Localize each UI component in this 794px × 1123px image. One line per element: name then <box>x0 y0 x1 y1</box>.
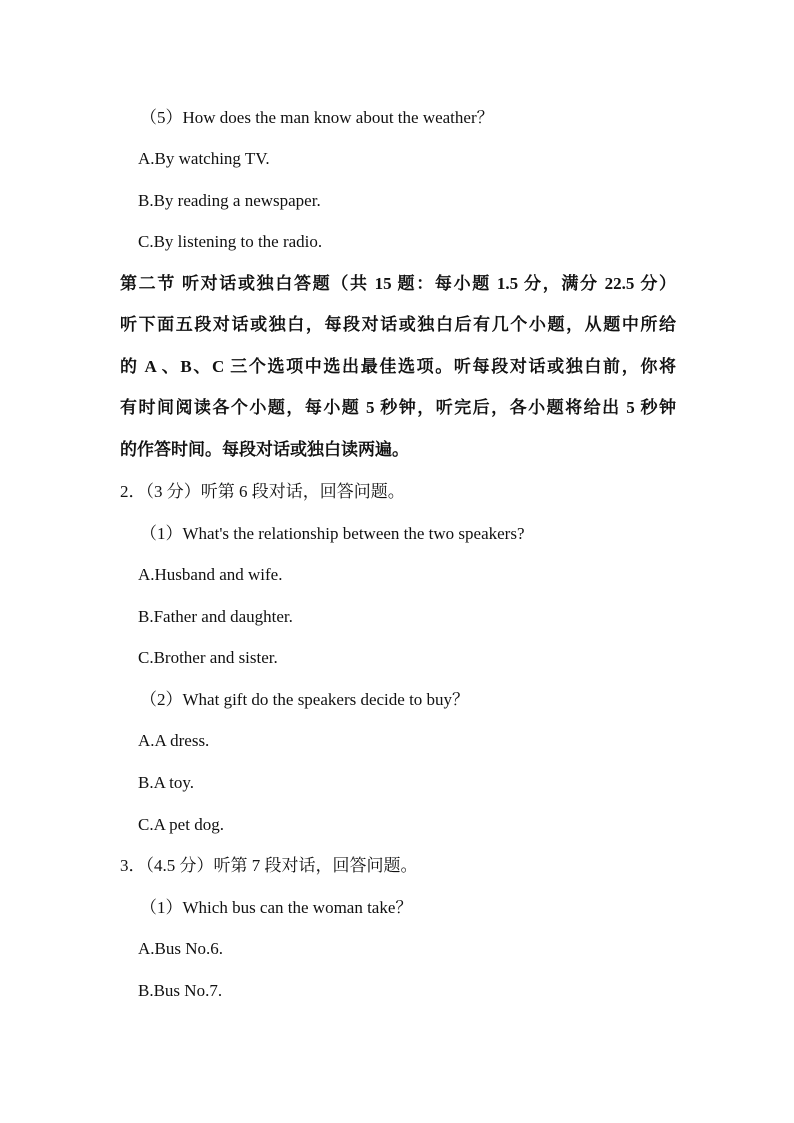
option-c: C.Brother and sister. <box>138 648 278 667</box>
section-title: 第二节 听对话或独白答题（共 15 题：每小题 1.5 分，满分 22.5 分） <box>120 274 676 293</box>
option-c: C.A pet dog. <box>138 815 224 834</box>
question-prompt: （1）What's the relationship between the two speakers? <box>140 524 525 543</box>
question-prompt: （1）Which bus can the woman take？ <box>140 898 413 917</box>
section-instructions-line: 的作答时间。每段对话或独白读两遍。 <box>120 440 409 459</box>
option-a: A.Husband and wife. <box>138 565 283 584</box>
option-b: B.A toy. <box>138 773 195 792</box>
option-a: A.Bus No.6. <box>138 939 224 958</box>
option-b: B.Bus No.7. <box>138 981 223 1000</box>
section-instructions-line: 听下面五段对话或独白，每段对话或独白后有几个小题，从题中所给 <box>120 315 676 334</box>
option-b: B.By reading a newspaper. <box>138 191 321 210</box>
section-instructions-line: 有时间阅读各个小题，每小题 5 秒钟，听完后，各小题将给出 5 秒钟 <box>120 398 676 417</box>
option-c: C.By listening to the radio. <box>138 232 323 251</box>
question-prompt: （5）How does the man know about the weather？ <box>140 108 494 127</box>
option-a: A.By watching TV. <box>138 149 270 168</box>
question-prompt: （2）What gift do the speakers decide to buy？ <box>140 690 470 709</box>
question-heading: 3．（4.5 分）听第 7 段对话，回答问题。 <box>120 856 418 875</box>
option-b: B.Father and daughter. <box>138 607 293 626</box>
question-heading: 2．（3 分）听第 6 段对话，回答问题。 <box>120 482 405 501</box>
option-a: A.A dress. <box>138 731 210 750</box>
section-instructions-line: 的 A 、B、C 三个选项中选出最佳选项。听每段对话或独白前，你将 <box>120 357 676 376</box>
